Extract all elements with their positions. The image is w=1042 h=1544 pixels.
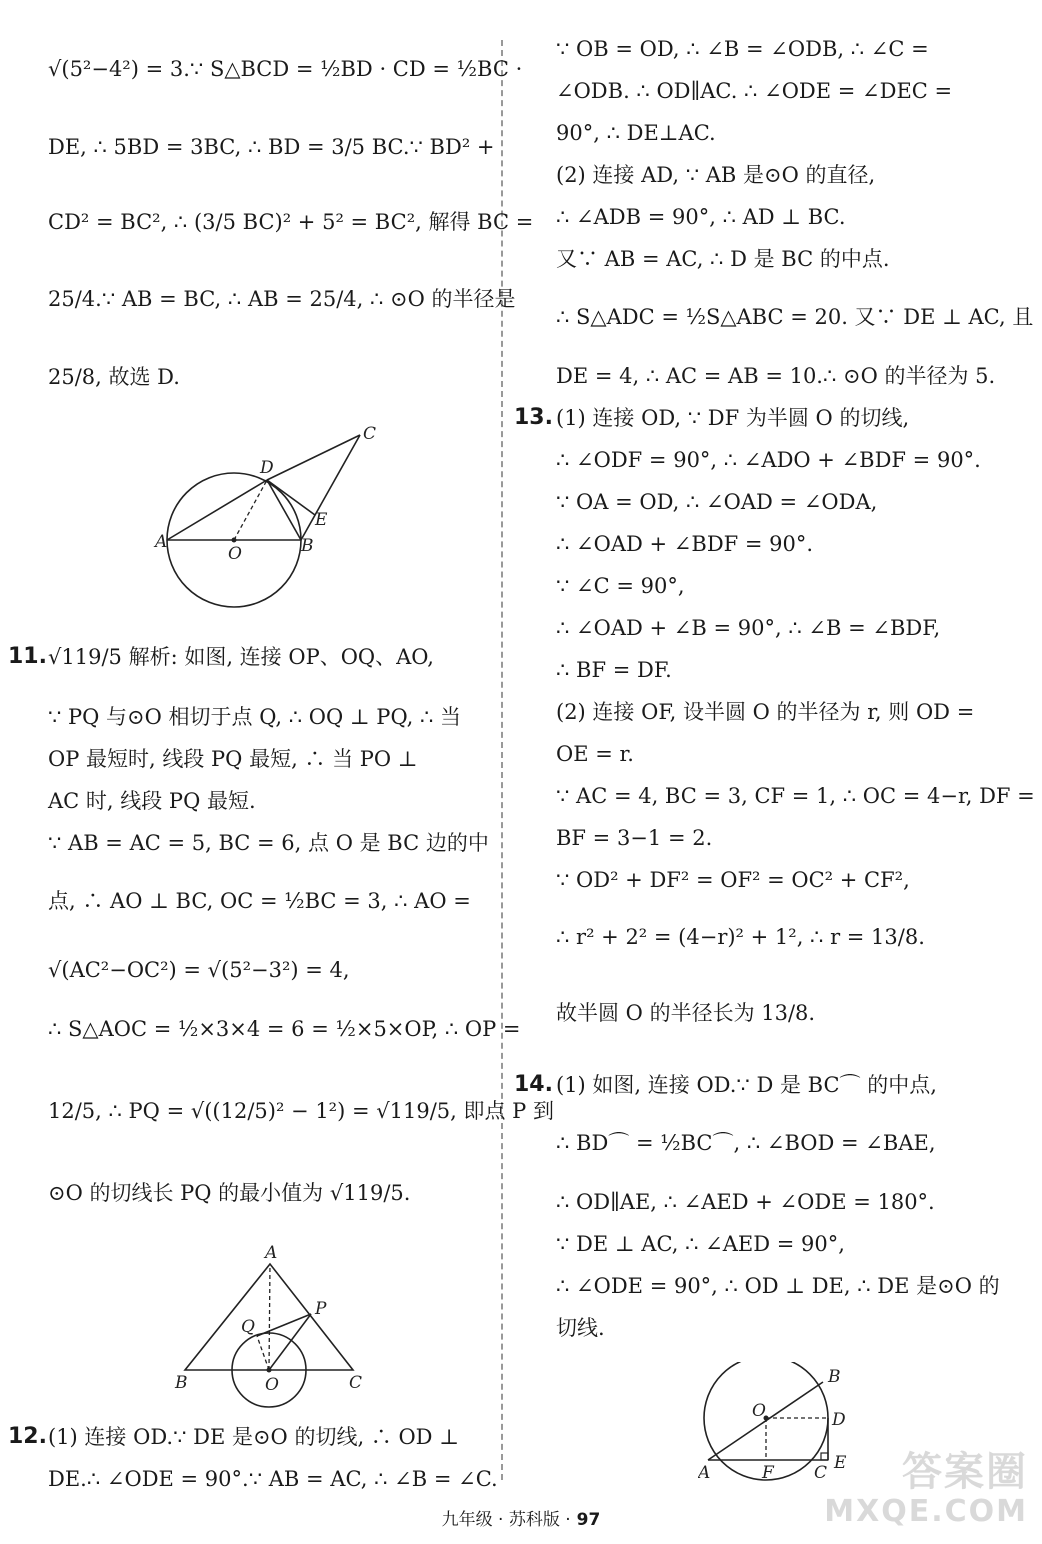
- footer-text: 九年级 · 苏科版 ·: [441, 1510, 571, 1530]
- text-line: ∴ ∠OAD + ∠BDF = 90°.: [556, 532, 814, 556]
- text-line: √119/5 解析: 如图, 连接 OP、OQ、AO,: [48, 645, 434, 669]
- text-line: 故半圆 O 的半径长为 13/8.: [556, 1001, 816, 1025]
- text-line: ∴ S△AOC = ½×3×4 = 6 = ½×5×OP, ∴ OP =: [48, 1017, 521, 1041]
- text-line: ∵ OD² + DF² = OF² = OC² + CF²,: [556, 868, 910, 892]
- text-line: (1) 如图, 连接 OD.∵ D 是 BC⌒ 的中点,: [556, 1073, 937, 1097]
- text-line: ∴ OD∥AE, ∴ ∠AED + ∠ODE = 180°.: [556, 1190, 935, 1214]
- text-line: 切线.: [556, 1316, 605, 1340]
- label-c: C: [349, 1373, 363, 1393]
- figure-circle-abcde: [150, 415, 400, 615]
- label-b: B: [828, 1367, 841, 1387]
- text-line: OE = r.: [556, 742, 634, 766]
- label-e: E: [315, 510, 328, 530]
- text-line: ∴ ∠OAD + ∠B = 90°, ∴ ∠B = ∠BDF,: [556, 616, 941, 640]
- text-line: √(5²−4²) = 3.∵ S△BCD = ½BD · CD = ½BC ·: [48, 57, 523, 81]
- label-c: C: [814, 1463, 828, 1483]
- text-line: DE.∴ ∠ODE = 90°.∵ AB = AC, ∴ ∠B = ∠C.: [48, 1467, 498, 1491]
- page-number: 97: [576, 1510, 601, 1530]
- label-o: O: [265, 1375, 279, 1395]
- text-line: ∵ AC = 4, BC = 3, CF = 1, ∴ OC = 4−r, DF =: [556, 784, 1035, 808]
- label-o: O: [228, 544, 242, 564]
- watermark: [824, 1449, 1028, 1532]
- watermark-top: 答案圈: [902, 1449, 1028, 1495]
- text-line: (2) 连接 AD, ∵ AB 是⊙O 的直径,: [556, 163, 876, 187]
- text-line: ∵ DE ⊥ AC, ∴ ∠AED = 90°,: [556, 1232, 845, 1256]
- text-line: 点, ∴ AO ⊥ BC, OC = ½BC = 3, ∴ AO =: [48, 889, 471, 913]
- label-f: F: [762, 1463, 774, 1483]
- label-b: B: [301, 536, 314, 556]
- label-d: D: [832, 1410, 846, 1430]
- text-line: 12/5, ∴ PQ = √((12/5)² − 1²) = √119/5, 即点 P 到: [48, 1099, 554, 1123]
- text-line: DE = 4, ∴ AC = AB = 10.∴ ⊙O 的半径为 5.: [556, 364, 996, 388]
- label-d: D: [260, 458, 274, 478]
- text-line: ∴ ∠ODE = 90°, ∴ OD ⊥ DE, ∴ DE 是⊙O 的: [556, 1274, 1000, 1298]
- text-line: OP 最短时, 线段 PQ 最短, ∴ 当 PO ⊥: [48, 747, 418, 771]
- label-p: P: [315, 1299, 327, 1319]
- text-line: ∵ OA = OD, ∴ ∠OAD = ∠ODA,: [556, 490, 878, 514]
- label-c: C: [363, 424, 377, 444]
- text-line: ∵ OB = OD, ∴ ∠B = ∠ODB, ∴ ∠C =: [556, 37, 929, 61]
- problem-number: 12.: [8, 1424, 47, 1449]
- text-line: ∵ AB = AC = 5, BC = 6, 点 O 是 BC 边的中: [48, 831, 489, 855]
- text-line: √(AC²−OC²) = √(5²−3²) = 4,: [48, 958, 350, 982]
- watermark-bottom: MXQE.COM: [824, 1494, 1028, 1529]
- text-line: ∠ODB. ∴ OD∥AC. ∴ ∠ODE = ∠DEC =: [556, 79, 953, 103]
- text-line: (1) 连接 OD, ∵ DF 为半圆 O 的切线,: [556, 406, 910, 430]
- text-line: 又∵ AB = AC, ∴ D 是 BC 的中点.: [556, 247, 890, 271]
- label-q: Q: [241, 1317, 255, 1337]
- label-a: A: [155, 532, 168, 552]
- text-line: (2) 连接 OF, 设半圆 O 的半径为 r, 则 OD =: [556, 700, 975, 724]
- text-line: ∴ BF = DF.: [556, 658, 672, 682]
- text-line: BF = 3−1 = 2.: [556, 826, 713, 850]
- text-line: ∵ ∠C = 90°,: [556, 574, 685, 598]
- label-a: A: [265, 1243, 278, 1263]
- text-line: ∴ ∠ADB = 90°, ∴ AD ⊥ BC.: [556, 205, 846, 229]
- text-line: DE, ∴ 5BD = 3BC, ∴ BD = 3/5 BC.∵ BD² +: [48, 135, 495, 159]
- column-divider: [501, 40, 503, 1480]
- text-line: ∴ r² + 2² = (4−r)² + 1², ∴ r = 13/8.: [556, 925, 925, 949]
- text-line: 25/4.∵ AB = BC, ∴ AB = 25/4, ∴ ⊙O 的半径是: [48, 287, 516, 311]
- problem-number: 11.: [8, 644, 47, 669]
- text-line: ∴ S△ADC = ½S△ABC = 20. 又∵ DE ⊥ AC, 且: [556, 305, 1034, 329]
- text-line: ∵ PQ 与⊙O 相切于点 Q, ∴ OQ ⊥ PQ, ∴ 当: [48, 705, 461, 729]
- figure-triangle-abc: [165, 1240, 375, 1410]
- label-o: O: [752, 1401, 766, 1421]
- text-line: ∴ BD⌒ = ½BC⌒, ∴ ∠BOD = ∠BAE,: [556, 1131, 936, 1155]
- text-line: 25/8, 故选 D.: [48, 365, 180, 389]
- text-line: ⊙O 的切线长 PQ 的最小值为 √119/5.: [48, 1181, 411, 1205]
- label-e: E: [834, 1453, 847, 1473]
- label-a: A: [698, 1463, 711, 1483]
- problem-number: 13.: [514, 405, 553, 430]
- text-line: 90°, ∴ DE⊥AC.: [556, 121, 716, 145]
- text-line: (1) 连接 OD.∵ DE 是⊙O 的切线, ∴ OD ⊥: [48, 1425, 459, 1449]
- problem-number: 14.: [514, 1072, 553, 1097]
- text-line: ∴ ∠ODF = 90°, ∴ ∠ADO + ∠BDF = 90°.: [556, 448, 981, 472]
- text-line: AC 时, 线段 PQ 最短.: [48, 789, 256, 813]
- label-b: B: [175, 1373, 188, 1393]
- text-line: CD² = BC², ∴ (3/5 BC)² + 5² = BC², 解得 BC =: [48, 210, 534, 234]
